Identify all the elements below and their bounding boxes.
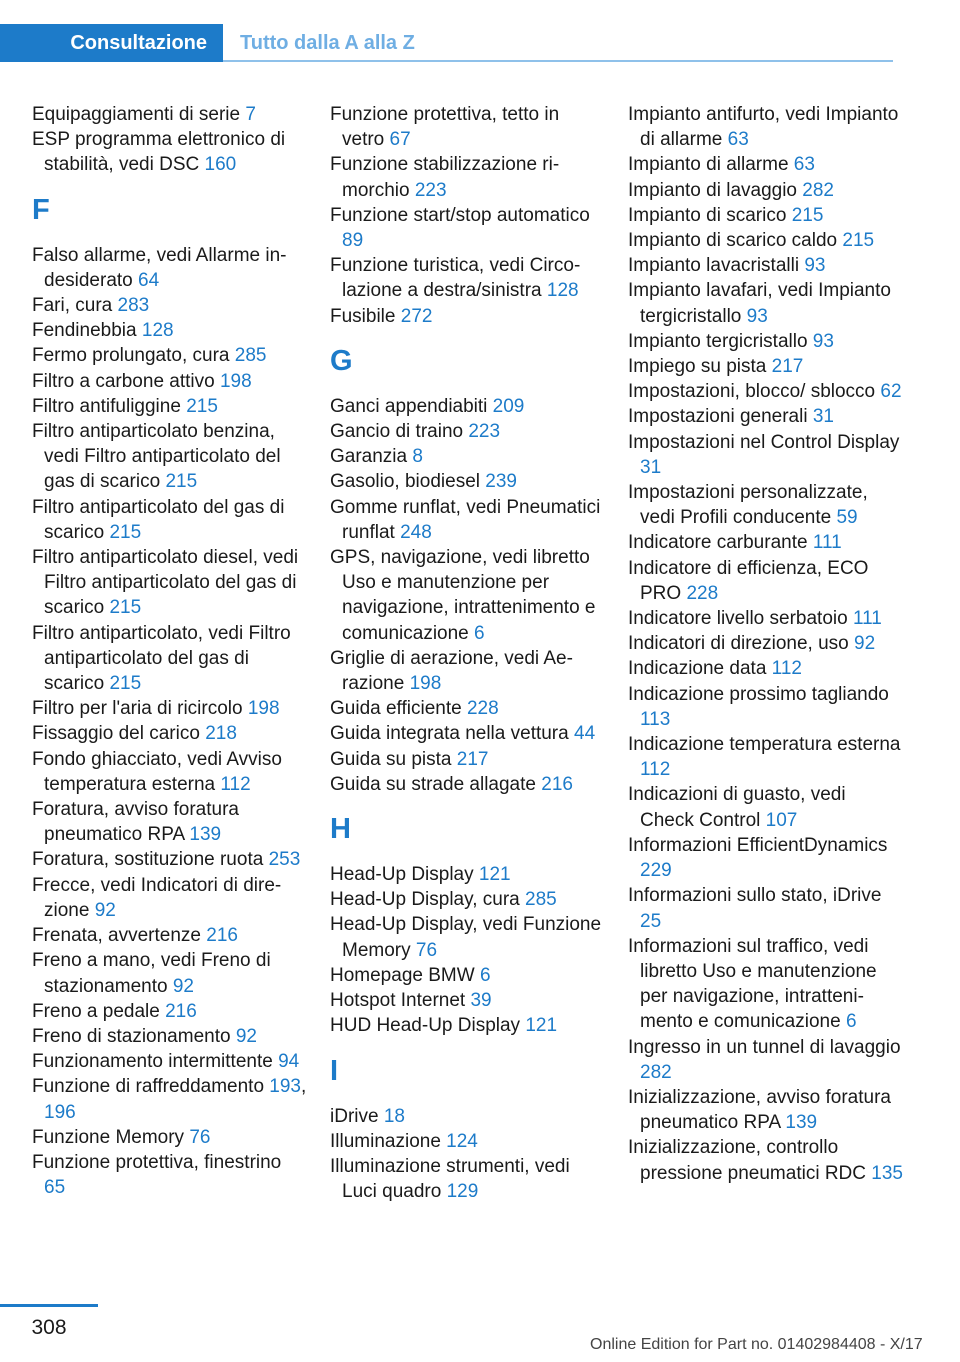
index-entry-term: Griglie di aerazione, vedi Aerazione — [330, 647, 573, 695]
page-reference-link[interactable]: 121 — [478, 864, 511, 886]
page-reference-link[interactable]: 93 — [812, 330, 834, 352]
index-entry-term: Funzionamento intermittente — [32, 1051, 279, 1073]
page-reference-link[interactable]: 272 — [400, 305, 433, 327]
page-reference-link[interactable]: 139 — [785, 1112, 818, 1134]
index-entry — [628, 329, 903, 354]
index-entry-term: Guida su strade allagate — [330, 773, 542, 795]
index-entry — [628, 530, 903, 555]
index-entry-term: Falso allarme, vedi Allarme indesiderato — [32, 244, 287, 291]
page-reference-link[interactable]: 139 — [189, 824, 222, 846]
index-entry-term: Guida su pista — [330, 748, 457, 770]
page-reference-link[interactable]: 282 — [802, 179, 834, 201]
index-entry-term: Inizializzazione, controllo pressione pneumatici RDC — [628, 1137, 872, 1184]
index-entry-term: Informazioni sullo stato, iDrive — [628, 885, 882, 907]
page-reference-link[interactable]: 67 — [389, 129, 411, 151]
index-letter-heading: F — [32, 193, 50, 226]
index-letter-heading: H — [330, 813, 351, 846]
index-entry-term: Impostazioni, blocco/ sblocco — [628, 381, 881, 403]
index-entry — [330, 152, 605, 202]
page-reference-link[interactable]: 92 — [854, 633, 876, 655]
index-entry-term: Illuminazione — [330, 1130, 447, 1152]
index-column-2 — [330, 102, 605, 1204]
page-reference-link[interactable]: 31 — [812, 406, 834, 428]
page-reference-link[interactable]: 216 — [165, 1000, 197, 1022]
page-reference-link[interactable]: 215 — [186, 395, 218, 417]
page-reference-link[interactable]: 229 — [640, 860, 672, 882]
index-entry-term: Impianto di scarico — [628, 204, 792, 226]
index-entry-term: Fermo prolungato, cura — [32, 345, 235, 367]
page-reference-link[interactable]: 64 — [138, 269, 160, 291]
page-reference-link[interactable]: 39 — [470, 990, 492, 1012]
index-entry — [628, 833, 903, 883]
page-reference-link[interactable]: 6 — [479, 964, 491, 986]
index-entry-term: Inizializzazione, avviso foratura pneumatico RPA — [628, 1086, 891, 1134]
page-reference-link[interactable]: 228 — [686, 582, 719, 604]
index-entry — [628, 102, 903, 152]
index-entry-term: Filtro antifuliggine — [32, 395, 187, 417]
page-reference-link[interactable]: 253 — [268, 849, 301, 871]
index-entry-term: Funzione turistica, vedi Circolazione a destra/sinistra — [330, 255, 581, 302]
index-entry — [32, 797, 307, 847]
index-entry — [330, 253, 605, 303]
page-reference-link[interactable]: 193 — [269, 1076, 301, 1098]
index-entry-term: Indicatore carburante — [628, 532, 813, 554]
index-entry — [32, 369, 307, 394]
index-entry — [32, 696, 307, 721]
page-reference-link[interactable]: 94 — [278, 1051, 300, 1073]
page-reference-link[interactable]: 63 — [793, 154, 815, 176]
page-reference-link[interactable]: 76 — [415, 939, 438, 961]
page-reference-link[interactable]: 92 — [94, 899, 116, 921]
index-entry — [330, 495, 605, 545]
page-reference-link[interactable]: 196 — [44, 1101, 76, 1123]
index-entry-term: Freno a mano, vedi Freno di stazionamento — [32, 950, 271, 997]
page-reference-link[interactable]: 248 — [400, 521, 432, 543]
page-reference-link[interactable]: 198 — [247, 698, 280, 720]
index-entry — [628, 354, 903, 379]
index-entry — [628, 480, 903, 530]
page-reference-link[interactable]: 111 — [852, 608, 882, 630]
index-entry — [330, 203, 605, 253]
index-entry — [628, 732, 903, 782]
page-reference-link[interactable]: 93 — [746, 305, 768, 327]
index-entry — [628, 379, 903, 404]
page-reference-link[interactable]: 218 — [205, 723, 237, 745]
index-entry — [330, 102, 605, 152]
index-entry-term: Head-Up Display, vedi Funzione Memory — [330, 914, 602, 961]
index-entry-term: Gasolio, biodiesel — [330, 471, 486, 493]
page-reference-link[interactable]: 239 — [485, 471, 517, 493]
page-reference-link[interactable]: 160 — [204, 154, 237, 176]
index-entry — [330, 772, 605, 797]
index-entry-term: Gomme runflat, vedi Pneumatici runflat — [330, 496, 601, 543]
index-entry-term: Homepage BMW — [330, 964, 480, 986]
index-entry-term: iDrive — [330, 1105, 384, 1127]
page-reference-link[interactable]: 62 — [880, 381, 902, 403]
index-entry-term: Impianto di scarico caldo — [628, 230, 843, 252]
index-entry — [32, 243, 307, 293]
index-entry — [628, 656, 903, 681]
index-entry — [32, 127, 307, 177]
index-entry — [32, 102, 307, 127]
subsection-tab[interactable]: Tutto dalla A alla Z — [240, 31, 415, 54]
page-reference-link[interactable]: 198 — [219, 370, 252, 392]
page-reference-link[interactable]: 107 — [765, 809, 798, 831]
page-reference-link[interactable]: 65 — [44, 1177, 66, 1199]
index-entry-term: Funzione Memory — [32, 1126, 190, 1148]
index-entry-term: Impianto tergicristallo — [628, 330, 813, 352]
index-entry-term: Funzione protettiva, tetto in vetro — [330, 104, 560, 151]
index-entry — [330, 1013, 605, 1038]
index-letter-heading: I — [330, 1054, 339, 1087]
index-entry-term: Hotspot Internet — [330, 990, 471, 1012]
index-entry — [628, 430, 903, 480]
page-reference-link[interactable]: 223 — [468, 421, 501, 443]
index-entry — [628, 178, 903, 203]
index-entry-term: Head-Up Display, cura — [330, 889, 526, 911]
index-entry — [628, 1135, 903, 1185]
index-column-1 — [32, 102, 307, 1200]
index-entry — [330, 988, 605, 1013]
index-entry-term: Indicatore di efficienza, ECO PRO — [628, 557, 869, 604]
index-entry — [628, 883, 903, 933]
page-number: 308 — [31, 1316, 67, 1339]
index-entry-term: Fusibile — [330, 305, 401, 327]
index-entry — [628, 1085, 903, 1135]
page-reference-link[interactable]: 209 — [492, 395, 525, 417]
index-entry-term: Freno di stazionamento — [32, 1025, 236, 1047]
index-entry — [330, 394, 605, 419]
index-entry-term: Impianto lavacristalli — [628, 255, 805, 277]
page-reference-link[interactable]: 8 — [412, 446, 423, 468]
index-entry-term: Filtro antiparticolato del gas di scarico — [32, 496, 285, 543]
index-entry — [330, 304, 605, 329]
page-reference-link[interactable]: 63 — [727, 129, 749, 151]
index-entry — [628, 556, 903, 606]
index-entry-term: Informazioni sul traffico, vedi libretto Uso e manutenzione per navigazione, intrattenimento e comunicazione — [628, 935, 877, 1033]
page-reference-link[interactable]: 285 — [525, 889, 557, 911]
index-entry — [628, 934, 903, 1035]
index-entry-term: HUD Head-Up Display — [330, 1015, 526, 1037]
index-entry-term: Impostazioni nel Control Display — [628, 431, 900, 453]
page-reference-link[interactable]: 92 — [172, 975, 194, 997]
index-entry — [330, 696, 605, 721]
page-reference-link[interactable]: 111 — [812, 532, 842, 554]
page-reference-link[interactable]: 215 — [109, 521, 142, 543]
index-entry-term: Filtro a carbone attivo — [32, 370, 220, 392]
index-entry-term: Foratura, avviso foratura pneumatico RPA — [32, 799, 239, 846]
page-reference-link[interactable]: 129 — [446, 1181, 479, 1203]
index-entry — [628, 631, 903, 656]
page-reference-link[interactable]: 128 — [546, 280, 579, 302]
index-entry-term: Funzione stabilizzazione rimorchio — [330, 154, 560, 201]
index-entry-term: Indicazione temperatura esterna — [628, 734, 901, 756]
index-entry — [330, 887, 605, 912]
index-entry — [32, 343, 307, 368]
index-entry-term: Guida efficiente — [330, 698, 467, 720]
index-entry-term: Impianto antifurto, vedi Impianto di allarme — [628, 104, 899, 151]
index-entry — [628, 782, 903, 832]
page-reference-link[interactable]: 124 — [446, 1130, 478, 1152]
index-column-3 — [628, 102, 903, 1186]
index-entry-term: Fendinebbia — [32, 320, 142, 342]
index-entry-term: Ingresso in un tunnel di lavaggio — [628, 1036, 901, 1058]
page-reference-link[interactable]: 76 — [189, 1126, 211, 1148]
page-reference-link[interactable]: 216 — [206, 925, 238, 947]
index-entry — [628, 404, 903, 429]
index-entry — [330, 646, 605, 696]
page-reference-link[interactable]: 283 — [117, 295, 150, 317]
page-reference-link[interactable]: 215 — [109, 597, 142, 619]
index-entry — [330, 862, 605, 887]
index-entry-term: Indicazione data — [628, 658, 772, 680]
page-reference-link[interactable]: 223 — [414, 179, 447, 201]
page-reference-link[interactable]: 59 — [836, 507, 858, 529]
index-entry — [32, 318, 307, 343]
index-entry — [32, 419, 307, 495]
index-entry-term: Filtro antiparticolato diesel, vedi Filtro antiparticolato del gas di scarico — [32, 547, 299, 619]
index-entry — [330, 469, 605, 494]
index-entry-term: Funzione di raffreddamento — [32, 1076, 270, 1098]
index-entry — [330, 1154, 605, 1204]
page-reference-link[interactable]: 282 — [640, 1061, 672, 1083]
index-entry-term: Funzione start/stop automatico — [330, 204, 590, 226]
index-entry — [32, 923, 307, 948]
page-reference-link[interactable]: 93 — [804, 255, 826, 277]
page-reference-link[interactable]: 112 — [220, 773, 251, 795]
index-entry-term: Fondo ghiacciato, vedi Avviso temperatura esterna — [32, 748, 282, 795]
page-reference-link[interactable]: 113 — [640, 708, 671, 730]
index-entry-term: Garanzia — [330, 446, 413, 468]
edition-note: Online Edition for Part no. 01402984408 - X/17 — [590, 1336, 923, 1353]
index-entry-term: Indicazione prossimo tagliando — [628, 683, 889, 705]
index-entry-term: Head-Up Display — [330, 864, 479, 886]
page-reference-link[interactable]: 198 — [409, 673, 442, 695]
index-entry — [330, 721, 605, 746]
index-entry-term: Indicatori di direzione, uso — [628, 633, 855, 655]
index-entry-term: Gancio di traino — [330, 421, 469, 443]
index-entry-term: Equipaggiamenti di serie — [32, 104, 246, 125]
index-entry — [32, 495, 307, 545]
index-entry — [628, 606, 903, 631]
page-reference-link[interactable]: 89 — [342, 230, 364, 252]
index-entry-term: Frenata, avvertenze — [32, 925, 207, 947]
index-entry — [628, 682, 903, 732]
page-reference-link[interactable]: 215 — [165, 471, 198, 493]
page-reference-link[interactable]: 128 — [141, 320, 174, 342]
index-entry — [330, 1104, 605, 1129]
index-entry — [330, 545, 605, 646]
page-header — [0, 0, 960, 62]
index-entry — [628, 228, 903, 253]
index-entry-term: Impostazioni personalizzate, vedi Profili conducente — [628, 482, 868, 529]
index-entry — [628, 203, 903, 228]
index-entry — [32, 873, 307, 923]
index-entry — [330, 963, 605, 988]
index-entry — [32, 1049, 307, 1074]
index-entry-term: Impiego su pista — [628, 356, 772, 378]
page-reference-link[interactable]: 25 — [640, 910, 662, 932]
page-reference-link[interactable]: 285 — [234, 345, 267, 367]
page-reference-link[interactable]: 121 — [525, 1015, 558, 1037]
index-entry-term: Funzione protettiva, finestrino — [32, 1151, 282, 1173]
index-entry-term: Indicatore livello serbatoio — [628, 608, 853, 630]
index-entry — [32, 747, 307, 797]
page-reference-link[interactable]: 92 — [235, 1025, 257, 1047]
index-entry-term: Impostazioni generali — [628, 406, 813, 428]
index-entry — [32, 545, 307, 621]
index-entry — [32, 621, 307, 697]
index-entry — [32, 721, 307, 746]
index-entry-term: ESP programma elettronico di stabilità, vedi DSC — [32, 129, 286, 176]
page-reference-link[interactable]: 217 — [771, 356, 804, 378]
index-entry-term: Informazioni EfficientDynamics — [628, 834, 888, 856]
index-content — [32, 102, 912, 1282]
index-entry-term: Freno a pedale — [32, 1000, 166, 1022]
index-entry — [32, 1125, 307, 1150]
header-rule — [223, 60, 893, 62]
index-entry-term: Foratura, sostituzione ruota — [32, 849, 269, 871]
page-reference-link[interactable]: 112 — [771, 658, 802, 680]
index-entry-term: Filtro antiparticolato benzina, vedi Filtro antiparticolato del gas di scarico — [32, 421, 281, 493]
index-entry-term: GPS, navigazione, vedi libretto Uso e manutenzione per navigazione, intrattenimento e comunicazione — [330, 547, 596, 644]
index-entry — [628, 152, 903, 177]
page-reference-link[interactable]: 6 — [845, 1011, 857, 1033]
index-entry — [330, 747, 605, 772]
page-reference-link[interactable]: 44 — [574, 723, 596, 745]
page-reference-link[interactable]: 215 — [842, 230, 875, 252]
page-reference-link[interactable]: 7 — [245, 104, 256, 125]
index-entry-term: Fari, cura — [32, 295, 118, 317]
index-entry — [628, 253, 903, 278]
index-entry — [628, 1035, 903, 1085]
page-reference-link[interactable]: 215 — [791, 204, 824, 226]
index-entry-term: Indicazioni di guasto, vedi Check Control — [628, 784, 846, 831]
index-entry — [330, 419, 605, 444]
index-entry — [330, 444, 605, 469]
index-entry — [330, 912, 605, 962]
section-tab[interactable]: Consultazione — [0, 24, 223, 62]
index-entry-term: Impianto di allarme — [628, 154, 794, 176]
page-reference-link[interactable]: 216 — [541, 773, 573, 795]
index-entry — [32, 394, 307, 419]
page-reference-link[interactable]: 135 — [871, 1162, 903, 1184]
index-entry — [32, 999, 307, 1024]
index-entry-term: Guida integrata nella vettura — [330, 723, 574, 745]
page-reference-link[interactable]: 18 — [383, 1105, 405, 1127]
page-reference-link[interactable]: 228 — [466, 698, 499, 720]
index-entry — [32, 293, 307, 318]
index-entry: Funzione di raffreddamento 193, 196 — [32, 1076, 307, 1123]
index-entry-term: Filtro per l'aria di ricircolo — [32, 698, 248, 720]
index-entry-term: Ganci appendiabiti — [330, 395, 493, 417]
index-entry-term: Frecce, vedi Indicatori di direzione — [32, 874, 282, 921]
index-entry — [330, 1129, 605, 1154]
index-entry-term: Impianto di lavaggio — [628, 179, 803, 201]
index-entry-term: Illuminazione strumenti, vedi Luci quadro — [330, 1155, 570, 1203]
index-entry-term: Fissaggio del carico — [32, 723, 206, 745]
index-entry — [628, 278, 903, 328]
page-reference-link[interactable]: 6 — [474, 622, 485, 644]
footer-accent-bar — [0, 1304, 98, 1307]
page-reference-link[interactable]: 215 — [109, 673, 142, 695]
index-letter-heading: G — [330, 344, 353, 377]
index-entry — [32, 1024, 307, 1049]
index-entry — [32, 948, 307, 998]
page-reference-link[interactable]: 31 — [640, 456, 662, 478]
index-entry — [32, 1150, 307, 1200]
index-entry — [32, 847, 307, 872]
page-reference-link[interactable]: 217 — [456, 748, 489, 770]
page-reference-link[interactable]: 112 — [640, 759, 671, 781]
index-entry-term: Filtro antiparticolato, vedi Filtro antiparticolato del gas di scarico — [32, 622, 291, 695]
index-entry-term: Impianto lavafari, vedi Impianto tergicristallo — [628, 280, 891, 327]
